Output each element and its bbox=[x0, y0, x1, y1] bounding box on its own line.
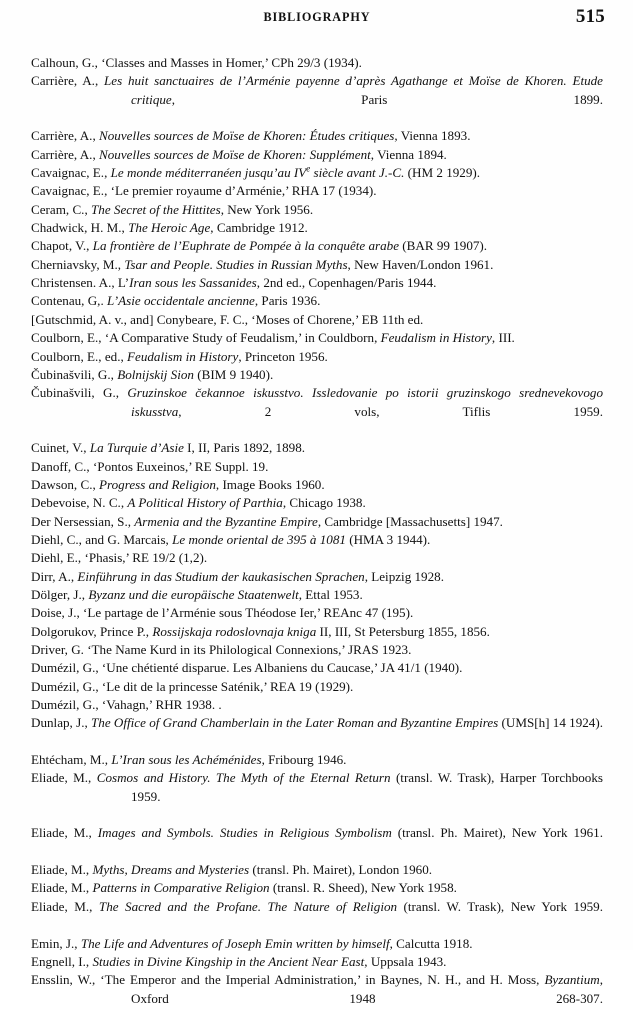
bibliography-entry: Calhoun, G., ‘Classes and Masses in Homer,’ CPh 29/3 (1934). bbox=[31, 55, 362, 70]
bibliography-entry: Driver, G. ‘The Name Kurd in its Philological Connexions,’ JRAS 1923. bbox=[31, 642, 412, 657]
bibliography-entry: Dumézil, G., ‘Une chétienté disparue. Les Albaniens du Caucase,’ JA 41/1 (1940). bbox=[31, 660, 463, 676]
bibliography-entry: Der Nersessian, S., Armenia and the Byzantine Empire, Cambridge [Massachusetts] 1947. bbox=[31, 513, 503, 529]
bibliography-entry: Cavaignac, E., ‘Le premier royaume d’Arménie,’ RHA 17 (1934). bbox=[31, 183, 377, 199]
bibliography-entry: Chapot, V., La frontière de l’Euphrate de Pompée à la conquête arabe (BAR 99 1907). bbox=[31, 238, 488, 254]
bibliography-entry: Debevoise, N. C., A Political History of Parthia, Chicago 1938. bbox=[31, 495, 366, 511]
bibliography-entry: Dirr, A., Einführung in das Studium der kaukasischen Sprachen, Leipzig 1928. bbox=[31, 568, 444, 584]
bibliography-entry: Diehl, E., ‘Phasis,’ RE 19/2 (1,2). bbox=[31, 550, 208, 566]
bibliography-entry: Cuinet, V., La Turquie d’Asie I, II, Paris 1892, 1898. bbox=[31, 440, 306, 456]
bibliography-entry: Ceram, C., The Secret of the Hittites, New York 1956. bbox=[31, 201, 314, 217]
bibliography-entry: Ehtécham, M., L’Iran sous les Achéménides, Fribourg 1946. bbox=[31, 752, 347, 768]
bibliography-entry: Danoff, C., ‘Pontos Euxeinos,’ RE Suppl. 19. bbox=[31, 458, 269, 474]
bibliography-entry: Coulborn, E., ‘A Comparative Study of Feudalism,’ in Couldborn, Feudalism in History, III. bbox=[31, 330, 515, 346]
bibliography-entry: Dawson, C., Progress and Religion, Image Books 1960. bbox=[31, 476, 325, 492]
bibliography-entry: Dolgorukov, Prince P., Rossijskaja rodoslovnaja kniga II, III, St Petersburg 1855, 1856. bbox=[31, 623, 490, 639]
bibliography-entry: Coulborn, E., ed., Feudalism in History, Princeton 1956. bbox=[31, 348, 328, 364]
bibliography-entry: [Gutschmid, A. v., and] Conybeare, F. C., ‘Moses of Chorene,’ EB 11th ed. bbox=[31, 311, 424, 327]
bibliography-entry: Christensen. A., L’Iran sous les Sassanides, 2nd ed., Copenhagen/Paris 1944. bbox=[31, 275, 437, 291]
bibliography-entry: Eliade, M., Images and Symbols. Studies in Religious Symbolism (transl. Ph. Mairet), New York 1961. bbox=[31, 825, 603, 841]
bibliography-entry: Ensslin, W., ‘The Emperor and the Imperial Administration,’ in Baynes, N. H., and H. Moss, Byzantium, Oxford 1948 268-307. bbox=[31, 972, 603, 1006]
bibliography-entry: Čubinašvili, G., Gruzinskoe čekannoe iskusstvo. Issledovanie po istorii gruzinskogo srednevekovogo iskusstva, 2 vols, Tiflis 1959. bbox=[31, 385, 603, 419]
bibliography-entry-list bbox=[31, 54, 603, 1026]
bibliography-entry: Diehl, C., and G. Marcais, Le monde oriental de 395 à 1081 (HMA 3 1944). bbox=[31, 531, 431, 547]
bibliography-entry: Dunlap, J., The Office of Grand Chamberlain in the Later Roman and Byzantine Empires (UMS[h] 14 1924). bbox=[31, 715, 603, 731]
bibliography-entry: Carrière, A., Nouvelles sources de Moïse de Khoren: Études critiques, Vienna 1893. bbox=[31, 128, 471, 144]
bibliography-entry: Čubinašvili, G., Bolnijskij Sion (BIM 9 1940). bbox=[31, 366, 274, 382]
bibliography-entry: Eliade, M., Cosmos and History. The Myth of the Eternal Return (transl. W. Trask), Harper Torchbooks 1959. bbox=[31, 770, 603, 804]
page-title: BIBLIOGRAPHY bbox=[263, 10, 371, 24]
bibliography-entry: Carrière, A., Les huit sanctuaires de l’Arménie payenne d’après Agathange et Moïse de Khoren. Etude critique, Paris 1899. bbox=[31, 73, 603, 107]
bibliography-entry: Dumézil, G., ‘Le dit de la princesse Saténik,’ REA 19 (1929). bbox=[31, 678, 354, 694]
bibliography-entry: Contenau, G,. L’Asie occidentale ancienne, Paris 1936. bbox=[31, 293, 321, 309]
running-head bbox=[0, 6, 633, 36]
bibliography-entry: Dumézil, G., ‘Vahagn,’ RHR 1938. . bbox=[31, 697, 222, 713]
bibliography-entry: Dölger, J., Byzanz und die europäische Staatenwelt, Ettal 1953. bbox=[31, 586, 363, 602]
bibliography-entry: Carrière, A., Nouvelles sources de Moïse de Khoren: Supplément, Vienna 1894. bbox=[31, 146, 447, 162]
bibliography-entry: Engnell, I., Studies in Divine Kingship in the Ancient Near East, Uppsala 1943. bbox=[31, 953, 447, 969]
bibliography-entry: Emin, J., The Life and Adventures of Joseph Emin written by himself, Calcutta 1918. bbox=[31, 935, 473, 951]
bibliography-entry: Cherniavsky, M., Tsar and People. Studies in Russian Myths, New Haven/London 1961. bbox=[31, 256, 494, 272]
page-number: 515 bbox=[575, 6, 605, 27]
bibliography-entry: Cavaignac, E., Le monde méditerranéen jusqu’au IVe siècle avant J.-C. (HM 2 1929). bbox=[31, 163, 481, 181]
bibliography-entry: Eliade, M., Patterns in Comparative Religion (transl. R. Sheed), New York 1958. bbox=[31, 880, 457, 896]
bibliography-entry: Chadwick, H. M., The Heroic Age, Cambridge 1912. bbox=[31, 220, 308, 236]
bibliography-entry: Eliade, M., Myths, Dreams and Mysteries (transl. Ph. Mairet), London 1960. bbox=[31, 862, 433, 878]
bibliography-entry: Eliade, M., The Sacred and the Profane. The Nature of Religion (transl. W. Trask), New York 1959. bbox=[31, 898, 603, 914]
bibliography-entry: Doise, J., ‘Le partage de l’Arménie sous Théodose Ier,’ REAnc 47 (195). bbox=[31, 605, 414, 621]
